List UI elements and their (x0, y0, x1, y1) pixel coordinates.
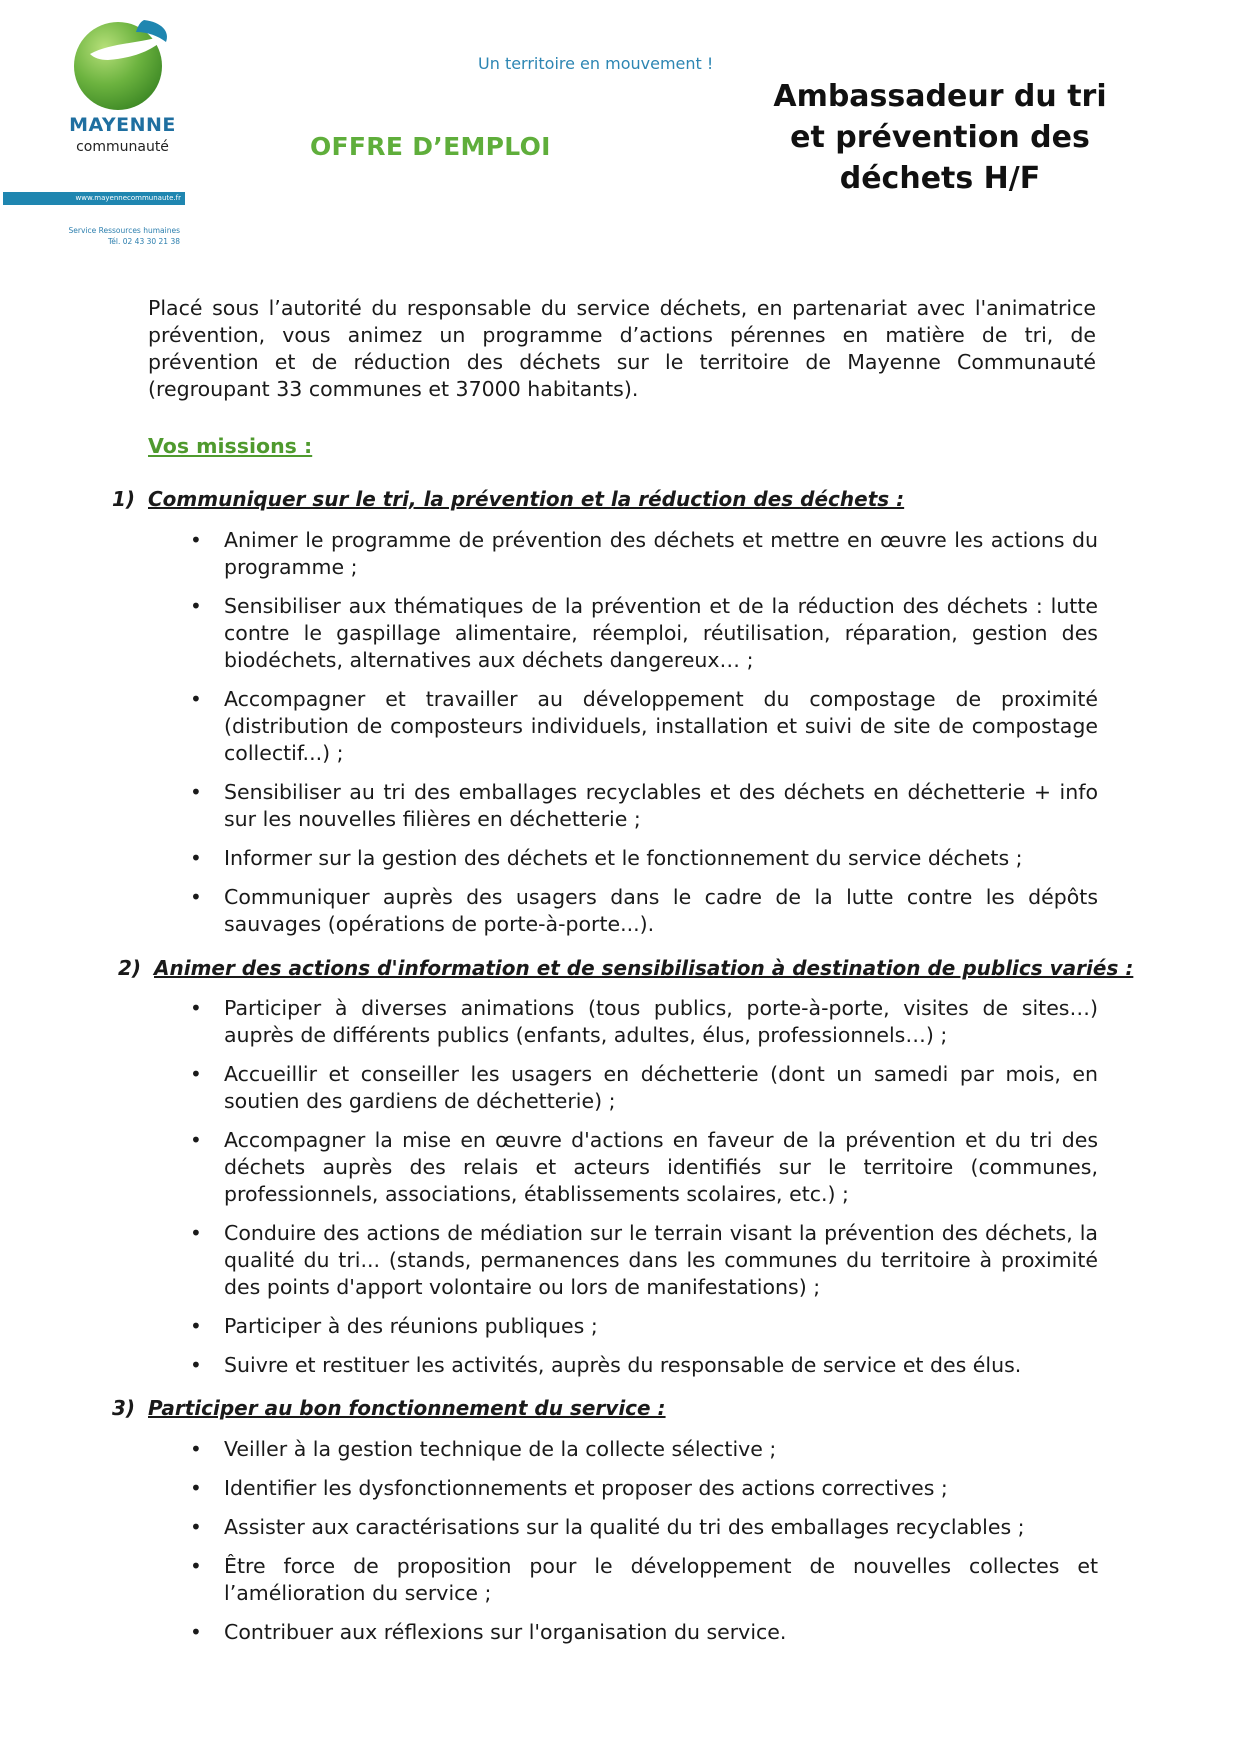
mission-list (190, 1436, 1098, 1658)
list-item: • Participer à des réunions publiques ; (190, 1313, 1098, 1340)
list-item: • Identifier les dysfonctionnements et proposer des actions correctives ; (190, 1475, 1098, 1502)
list-item: • Assister aux caractérisations sur la qualité du tri des emballages recyclables ; (190, 1514, 1098, 1541)
website-link[interactable]: www.mayennecommunaute.fr (3, 192, 185, 205)
mission-list (190, 527, 1098, 950)
section-heading (112, 487, 904, 511)
list-item: • Être force de proposition pour le développement de nouvelles collectes et l’amélioration du service ; (190, 1553, 1098, 1607)
section-title: Communiquer sur le tri, la prévention et la réduction des déchets : (148, 487, 905, 511)
list-item: • Contribuer aux réflexions sur l'organisation du service. (190, 1619, 1098, 1646)
section-number: 2) (118, 956, 142, 980)
list-item: • Accompagner et travailler au développement du compostage de proximité (distribution de composteurs individuels, installation et suivi de site de compostage collectif...) ; (190, 686, 1098, 767)
list-item: • Sensibiliser aux thématiques de la prévention et de la réduction des déchets : lutte contre le gaspillage alimentaire, réemploi, réutilisation, réparation, gestion des biodéchets, alternatives aux déchets dangereux… ; (190, 593, 1098, 674)
list-item: • Suivre et restituer les activités, auprès du responsable de service et des élus. (190, 1352, 1098, 1379)
tagline: Un territoire en mouvement ! (478, 54, 714, 73)
service-phone: Tél. 02 43 30 21 38 (107, 237, 180, 246)
section-heading (112, 1396, 666, 1420)
service-name: Service Ressources humaines (68, 226, 180, 235)
intro-paragraph: Placé sous l’autorité du responsable du service déchets, en partenariat avec l'animatrice prévention, vous animez un programme d’actions pérennes en matière de tri, de prévention et de réduction des déchets sur le territoire de Mayenne Communauté (regroupant 33 communes et 37000 habitants). (148, 296, 1096, 401)
logo-name: MAYENNE (69, 114, 176, 136)
missions-heading: Vos missions : (148, 434, 313, 458)
job-title (760, 76, 1120, 199)
list-item: • Accueillir et conseiller les usagers en déchetterie (dont un samedi par mois, en soutien des gardiens de déchetterie) ; (190, 1061, 1098, 1115)
section-title: Animer des actions d'information et de sensibilisation à destination de publics variés : (154, 956, 1134, 980)
logo-subtitle: communauté (76, 139, 169, 155)
job-title-line: Ambassadeur du tri (773, 79, 1107, 114)
section-title: Participer au bon fonctionnement du service : (148, 1396, 666, 1420)
list-item: • Informer sur la gestion des déchets et le fonctionnement du service déchets ; (190, 845, 1098, 872)
logo-sphere-icon (72, 14, 172, 114)
section-number: 1) (112, 487, 136, 511)
list-item: • Participer à diverses animations (tous publics, porte-à-porte, visites de sites…) auprès de différents publics (enfants, adultes, élus, professionnels…) ; (190, 995, 1098, 1049)
list-item: • Veiller à la gestion technique de la collecte sélective ; (190, 1436, 1098, 1463)
job-title-line: et prévention des (790, 120, 1090, 155)
section-heading (118, 956, 1133, 980)
list-item: • Accompagner la mise en œuvre d'actions en faveur de la prévention et du tri des déchets auprès des relais et acteurs identifiés sur le territoire (communes, professionnels, associations, établissements scolaires, etc.) ; (190, 1127, 1098, 1208)
section-number: 3) (112, 1396, 136, 1420)
list-item: • Communiquer auprès des usagers dans le cadre de la lutte contre les dépôts sauvages (opérations de porte-à-porte...). (190, 884, 1098, 938)
job-title-line: déchets H/F (839, 161, 1041, 196)
list-item: • Animer le programme de prévention des déchets et mettre en œuvre les actions du programme ; (190, 527, 1098, 581)
list-item: • Conduire des actions de médiation sur le terrain visant la prévention des déchets, la qualité du tri... (stands, permanences dans les communes du territoire à proximité des points d'apport volontaire ou lors de manifestations) ; (190, 1220, 1098, 1301)
hr-service-contact (30, 225, 180, 247)
list-item: • Sensibiliser au tri des emballages recyclables et des déchets en déchetterie + info sur les nouvelles filières en déchetterie ; (190, 779, 1098, 833)
offer-label: OFFRE D’EMPLOI (310, 132, 551, 161)
mission-list (190, 995, 1098, 1391)
